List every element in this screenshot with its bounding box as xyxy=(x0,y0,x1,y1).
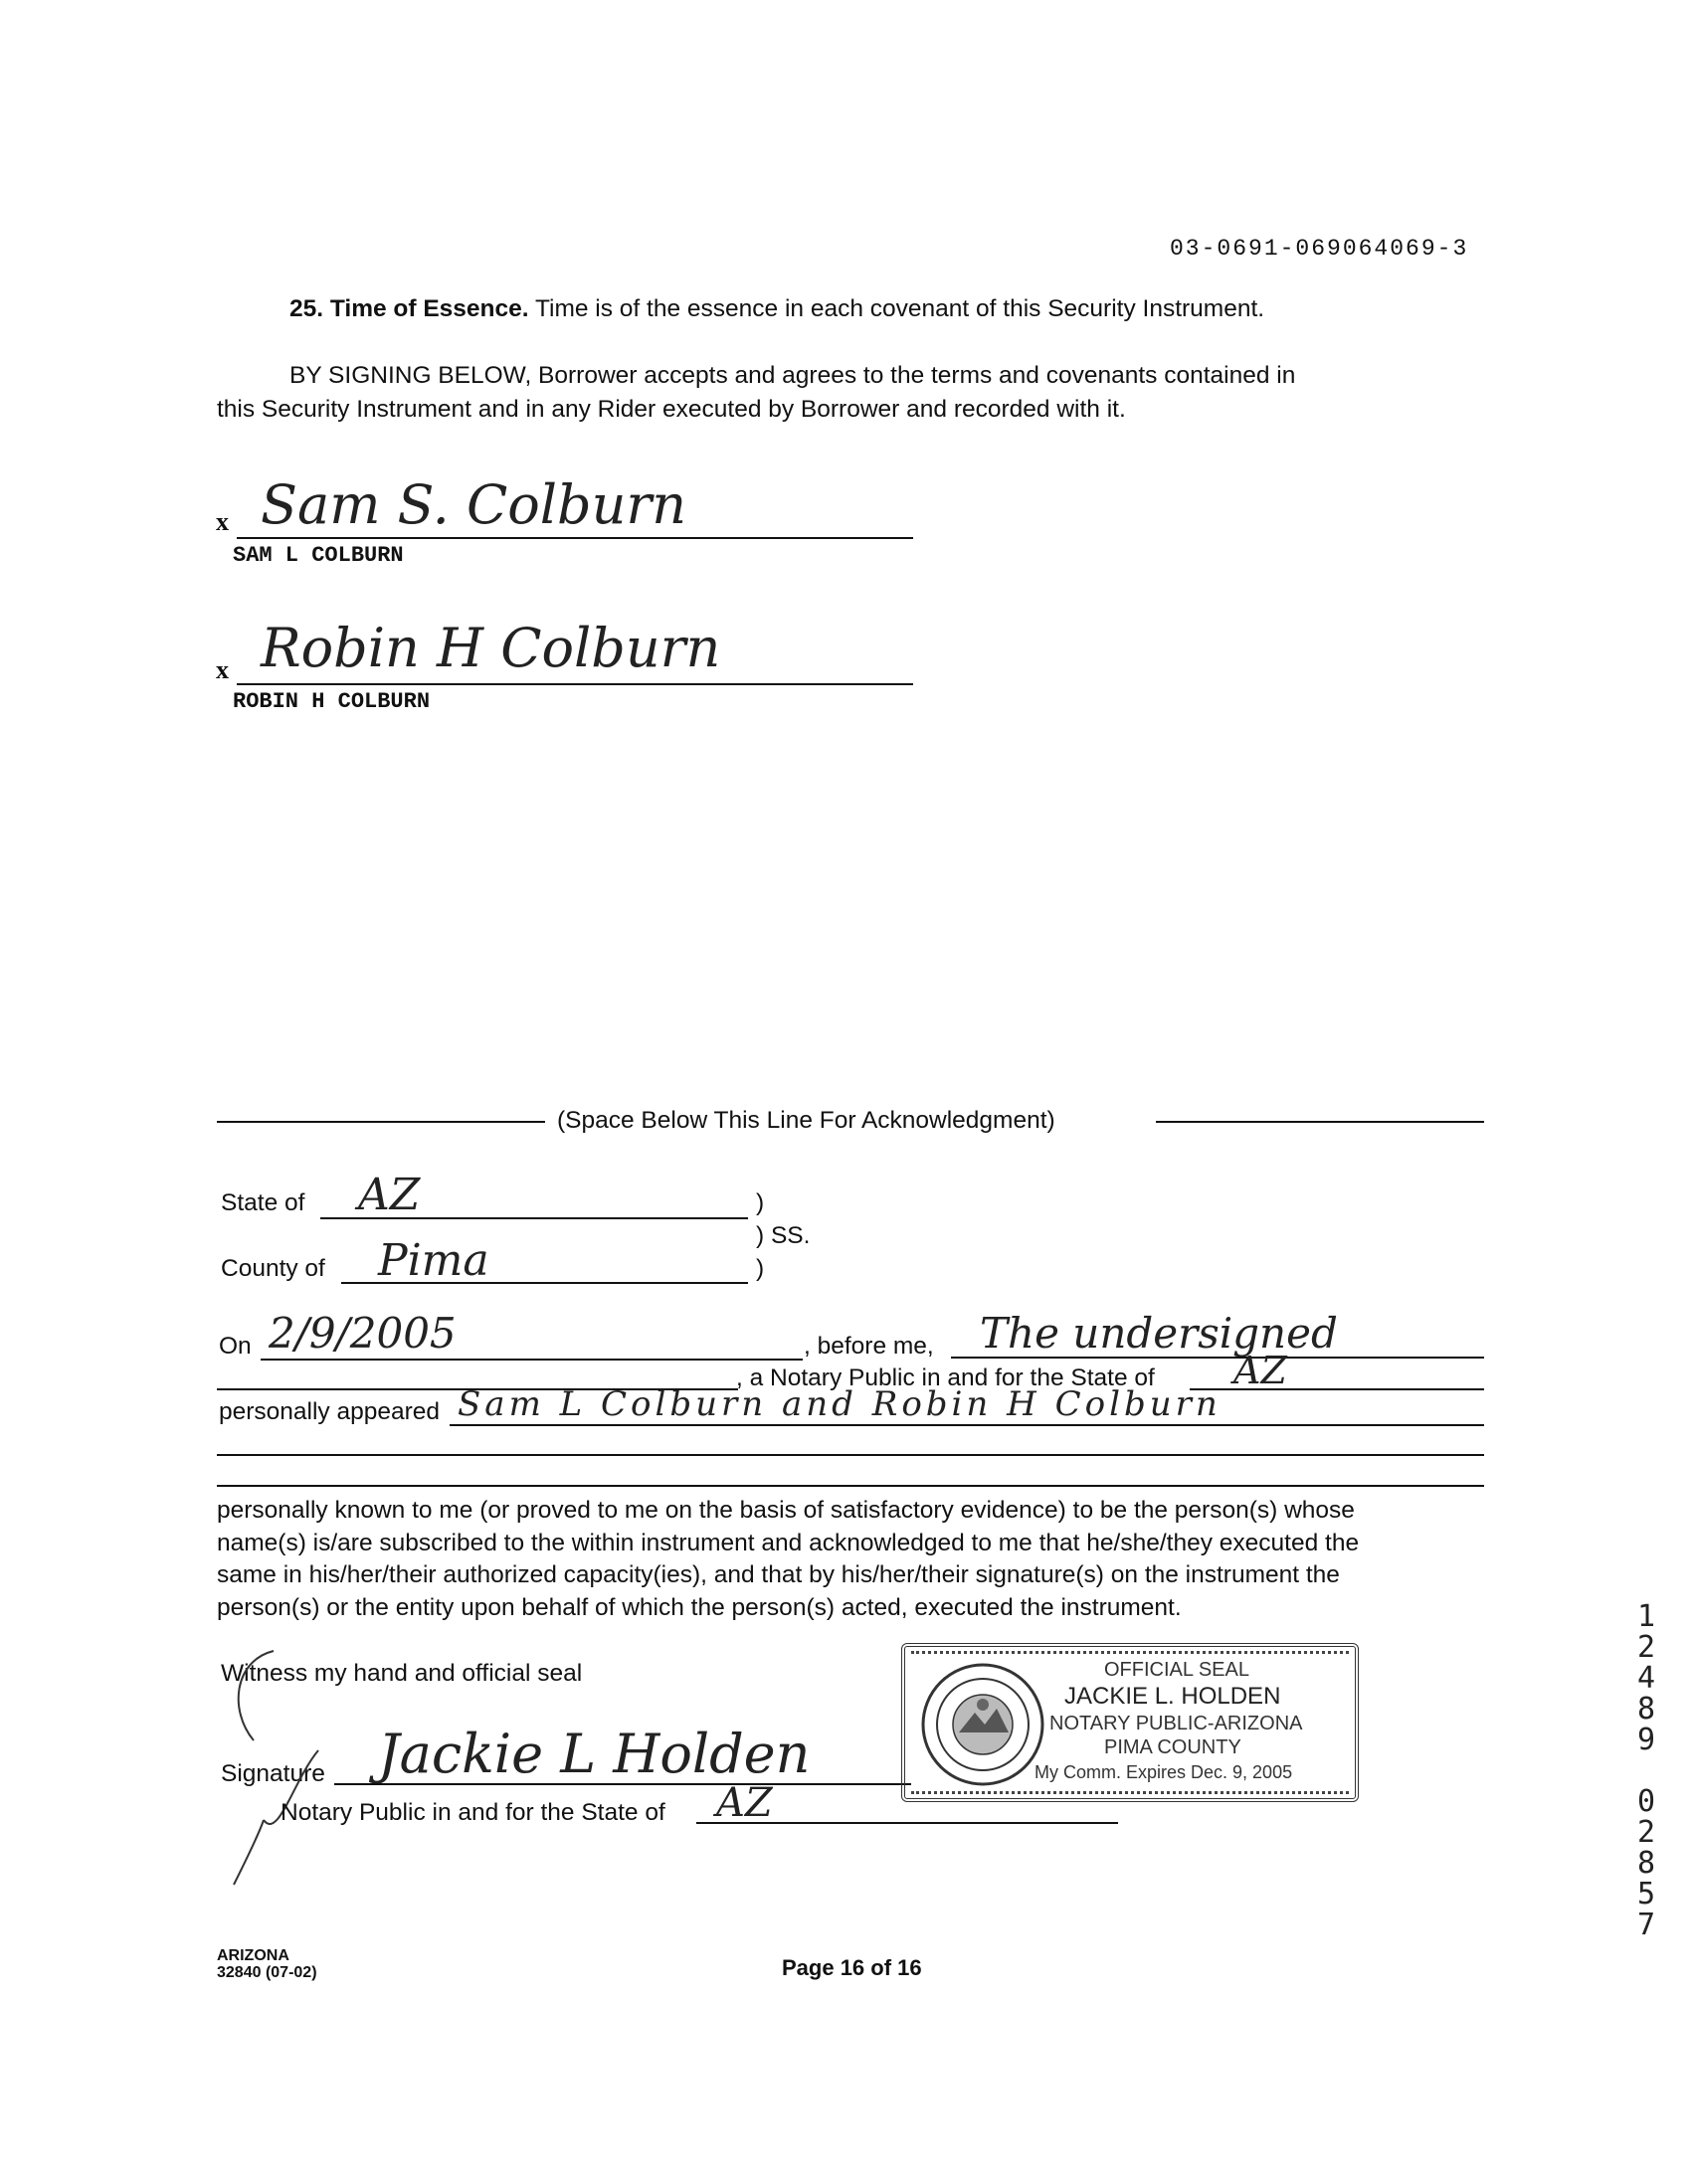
seal-name: JACKIE L. HOLDEN xyxy=(1064,1683,1281,1710)
seal-line2: PIMA COUNTY xyxy=(1104,1736,1241,1758)
recording-number: 1 2 4 8 9 0 2 8 5 7 xyxy=(1636,1599,1656,1942)
witness-label: Witness my hand and official seal xyxy=(221,1660,583,1687)
section-25-text: Time is of the essence in each covenant of this Security Instrument. xyxy=(534,295,1265,322)
county-line xyxy=(341,1282,748,1284)
ack-paragraph-line4: person(s) or the entity upon behalf of which the person(s) acted, executed the instrument. xyxy=(217,1594,1182,1621)
state-line xyxy=(320,1217,748,1219)
before-me-label: , before me, xyxy=(804,1333,934,1360)
ack-paragraph-line1: personally known to me (or proved to me on the basis of satisfactory evidence) to be the person(s) whose xyxy=(217,1497,1355,1524)
before-me-line xyxy=(951,1357,1484,1359)
signing-statement-line1: BY SIGNING BELOW, Borrower accepts and agrees to the terms and covenants contained in xyxy=(289,362,1296,389)
signature-flourish xyxy=(224,1631,343,1890)
ss-label: ) SS. xyxy=(756,1222,811,1249)
notary-state-value: AZ xyxy=(1233,1349,1287,1392)
ack-paragraph-line3: same in his/her/their authorized capacity(ies), and that by his/her/their signature(s) on the instrument the xyxy=(217,1561,1340,1588)
notary-signature-label: Signature xyxy=(221,1760,325,1787)
notary-footer-label: Notary Public in and for the State of xyxy=(281,1799,665,1826)
on-label: On xyxy=(219,1333,252,1360)
appeared-line xyxy=(450,1424,1484,1426)
appeared-value: Sam L Colburn and Robin H Colburn xyxy=(458,1384,1222,1424)
before-me-value: The undersigned xyxy=(980,1309,1338,1358)
ack-divider-left xyxy=(217,1121,545,1123)
state-paren: ) xyxy=(756,1189,765,1216)
signer1-name: SAM L COLBURN xyxy=(233,543,404,568)
date-line xyxy=(261,1359,803,1361)
county-value: Pima xyxy=(378,1235,489,1286)
notary-footer-line xyxy=(696,1822,1118,1824)
signer1-line xyxy=(237,537,913,539)
notary-signature-line xyxy=(334,1783,911,1785)
signer2-mark: x xyxy=(216,655,229,684)
county-label: County of xyxy=(221,1255,325,1282)
ack-divider-right xyxy=(1156,1121,1484,1123)
footer-form-number: 32840 (07-02) xyxy=(217,1964,317,1981)
notary-state-line xyxy=(1190,1388,1484,1390)
footer-page: Page 16 of 16 xyxy=(782,1955,922,1980)
date-value: 2/9/2005 xyxy=(269,1309,457,1358)
appeared-line2 xyxy=(217,1454,1484,1456)
footer-form-state: ARIZONA xyxy=(217,1947,289,1964)
official-seal-stamp xyxy=(901,1643,1359,1802)
section-25-heading: 25. Time of Essence. xyxy=(289,295,529,322)
notary-footer-value: AZ xyxy=(716,1780,773,1826)
county-paren: ) xyxy=(756,1255,765,1282)
signer2-name: ROBIN H COLBURN xyxy=(233,689,431,714)
seal-line3: My Comm. Expires Dec. 9, 2005 xyxy=(1035,1762,1293,1782)
ack-paragraph-line2: name(s) is/are subscribed to the within instrument and acknowledged to me that he/she/they executed the xyxy=(217,1530,1360,1556)
signer2-line xyxy=(237,683,913,685)
signer2-signature: Robin H Colburn xyxy=(261,617,721,679)
state-value: AZ xyxy=(358,1170,421,1220)
notary-signature: Jackie L Holden xyxy=(378,1723,811,1785)
loan-number: 03-0691-069064069-3 xyxy=(1170,236,1469,262)
ack-divider-label: (Space Below This Line For Acknowledgment) xyxy=(557,1107,1055,1134)
state-label: State of xyxy=(221,1189,305,1216)
seal-line1: NOTARY PUBLIC-ARIZONA xyxy=(1049,1713,1303,1734)
signing-statement-line2: this Security Instrument and in any Rider executed by Borrower and recorded with it. xyxy=(217,396,1126,423)
appeared-line3 xyxy=(217,1485,1484,1487)
signer1-signature: Sam S. Colburn xyxy=(261,473,686,536)
seal-title: OFFICIAL SEAL xyxy=(1104,1659,1249,1681)
arizona-state-seal-icon xyxy=(919,1661,1046,1788)
notary-state-label: , a Notary Public in and for the State of xyxy=(736,1365,1155,1391)
section-25 xyxy=(289,292,1264,325)
appeared-label: personally appeared xyxy=(219,1398,441,1425)
signer1-mark: x xyxy=(216,507,229,536)
